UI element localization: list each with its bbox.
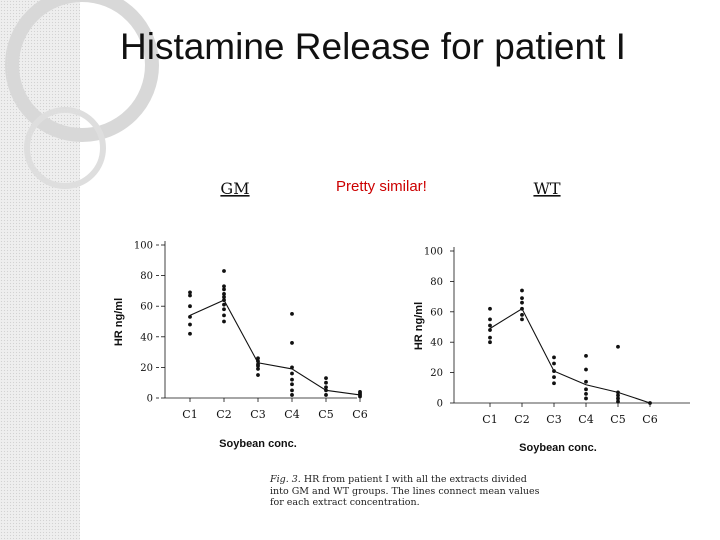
data-point	[584, 387, 588, 391]
mean-line	[190, 300, 360, 395]
caption-label: Fig. 3.	[270, 474, 301, 485]
data-point	[520, 313, 524, 317]
data-point	[324, 393, 328, 397]
data-point	[488, 328, 492, 332]
caption-text: HR from patient I with all the extracts divided into GM and WT groups. The lines connect mean values for each extract concentration.	[270, 474, 540, 508]
y-tick-label: 60	[430, 307, 443, 319]
x-tick-label: C6	[352, 408, 368, 421]
data-point	[616, 390, 620, 394]
data-point	[488, 318, 492, 322]
data-point	[222, 313, 226, 317]
y-tick-label: 20	[140, 362, 153, 374]
data-point	[584, 392, 588, 396]
y-tick-label: 80	[430, 276, 443, 288]
data-point	[552, 375, 556, 379]
y-tick-label: 0	[146, 393, 153, 405]
x-tick-label: C2	[514, 413, 530, 426]
data-point	[188, 315, 192, 319]
y-axis-label: HR ng/ml	[413, 301, 425, 351]
x-tick-label: C1	[182, 408, 198, 421]
y-tick-label: 80	[140, 271, 153, 283]
x-tick-label: C5	[318, 408, 334, 421]
data-point	[520, 301, 524, 305]
x-tick-label: C3	[250, 408, 266, 421]
y-axis-label: HR ng/ml	[113, 297, 125, 347]
y-tick-label: 0	[436, 398, 443, 410]
data-point	[648, 401, 652, 405]
data-point	[488, 307, 492, 311]
data-point	[488, 336, 492, 340]
y-tick-label: 40	[140, 332, 153, 344]
histamine-release-figure	[105, 168, 658, 458]
data-point	[552, 381, 556, 385]
small-ring	[27, 110, 103, 186]
x-axis-label: Soybean conc.	[219, 438, 297, 450]
data-point	[616, 345, 620, 349]
data-point	[324, 376, 328, 380]
x-tick-label: C5	[610, 413, 626, 426]
x-tick-label: C6	[642, 413, 658, 426]
data-point	[290, 366, 294, 370]
x-axis-label: Soybean conc.	[519, 442, 597, 454]
figure-caption	[270, 474, 540, 509]
wt-chart	[413, 179, 690, 454]
data-point	[552, 369, 556, 373]
x-tick-label: C4	[284, 408, 300, 421]
y-tick-label: 100	[423, 246, 443, 258]
slide-title: Histamine Release for patient I	[120, 26, 626, 67]
y-tick-label: 60	[140, 301, 153, 313]
data-point	[584, 380, 588, 384]
data-point	[520, 318, 524, 322]
y-tick-label: 40	[430, 337, 443, 349]
data-point	[290, 312, 294, 316]
data-point	[222, 307, 226, 311]
y-tick-label: 100	[133, 240, 153, 252]
data-point	[290, 378, 294, 382]
data-point	[488, 324, 492, 328]
x-tick-label: C1	[482, 413, 498, 426]
data-point	[488, 340, 492, 344]
data-point	[222, 320, 226, 324]
data-point	[324, 381, 328, 385]
y-tick-label: 20	[430, 368, 443, 380]
annotation-note: Pretty similar!	[336, 178, 427, 195]
data-point	[256, 373, 260, 377]
data-point	[222, 269, 226, 273]
data-point	[290, 341, 294, 345]
chart-title: WT	[533, 179, 561, 198]
data-point	[188, 291, 192, 295]
data-point	[222, 292, 226, 296]
data-point	[358, 390, 362, 394]
data-point	[290, 388, 294, 392]
chart-title: GM	[220, 179, 250, 198]
data-point	[256, 356, 260, 360]
data-point	[584, 368, 588, 372]
data-point	[188, 332, 192, 336]
data-point	[188, 304, 192, 308]
data-point	[324, 385, 328, 389]
data-point	[520, 307, 524, 311]
data-point	[584, 354, 588, 358]
data-point	[552, 356, 556, 360]
x-tick-label: C2	[216, 408, 232, 421]
data-point	[222, 303, 226, 307]
x-tick-label: C4	[578, 413, 594, 426]
data-point	[188, 323, 192, 327]
gm-chart	[113, 179, 368, 450]
data-point	[290, 382, 294, 386]
data-point	[290, 393, 294, 397]
x-tick-label: C3	[546, 413, 562, 426]
data-point	[520, 296, 524, 300]
data-point	[290, 372, 294, 376]
data-point	[222, 284, 226, 288]
data-point	[584, 397, 588, 401]
data-point	[552, 362, 556, 366]
data-point	[520, 289, 524, 293]
mean-line	[490, 309, 650, 403]
